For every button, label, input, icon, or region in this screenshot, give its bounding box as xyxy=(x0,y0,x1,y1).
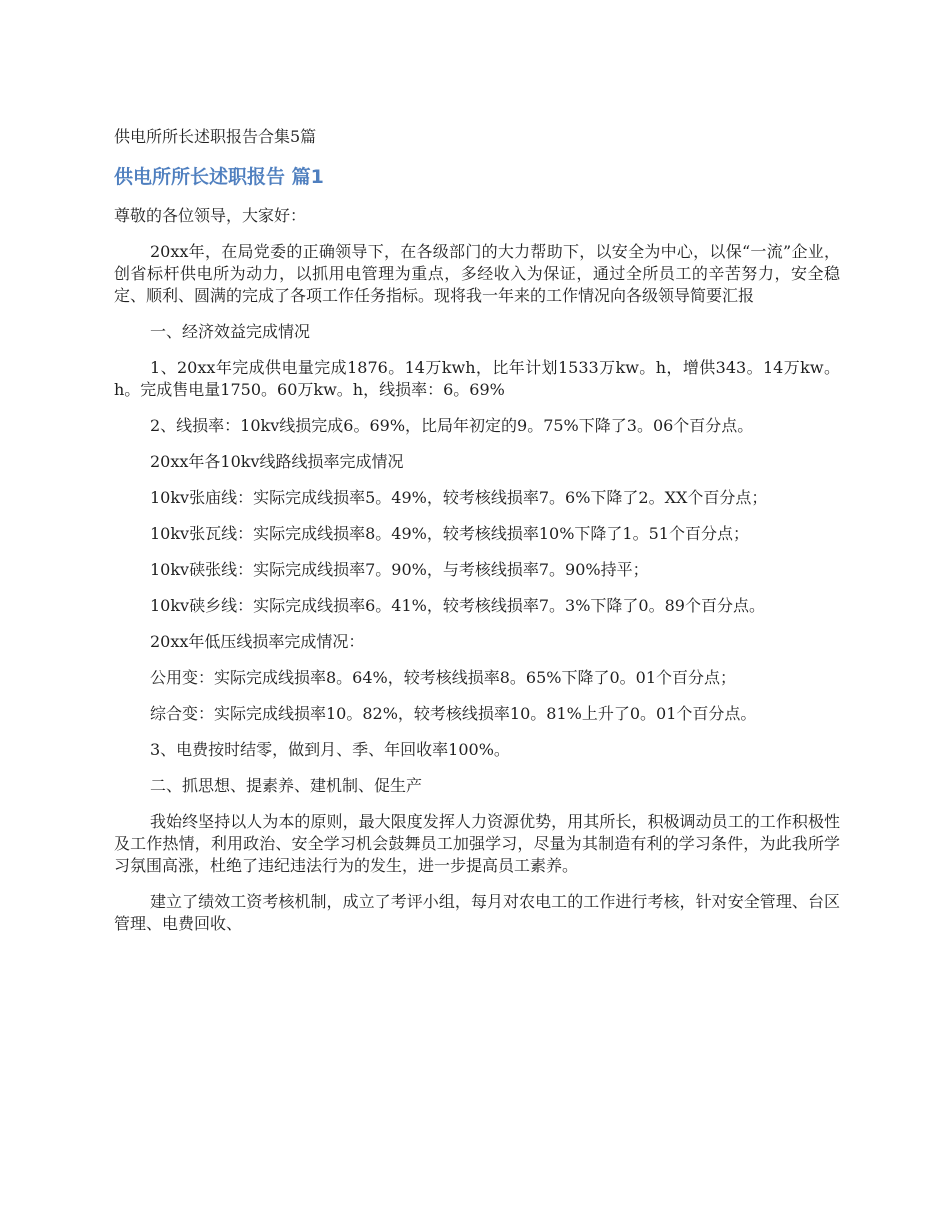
paragraph-supply: 1、20xx年完成供电量完成1876。14万kwh，比年计划1533万kw。h，增供343。14万kw。h。完成售电量1750。60万kw。h，线损率：6。69% xyxy=(114,358,840,399)
paragraph-heading-economic: 一、经济效益完成情况 xyxy=(150,322,311,341)
salutation: 尊敬的各位领导，大家好： xyxy=(114,206,307,225)
paragraph-10kv-heading: 20xx年各10kv线路线损率完成情况 xyxy=(150,452,404,471)
paragraph-integrated-transformer: 综合变：实际完成线损率10。82%，较考核线损率10。81%上升了0。01个百分点。 xyxy=(150,704,757,723)
paragraph-people-oriented: 我始终坚持以人为本的原则，最大限度发挥人力资源优势，用其所长，积极调动员工的工作积极性及工作热情，利用政治、安全学习机会鼓舞员工加强学习，尽量为其制造有利的学习条件，为此我所学习氛围高涨，杜绝了违纪违法行为的发生，进一步提高员工素养。 xyxy=(114,812,840,875)
document-body xyxy=(114,205,840,949)
paragraph-line-xiaxiang: 10kv硖乡线：实际完成线损率6。41%，较考核线损率7。3%下降了0。89个百分点。 xyxy=(150,596,765,615)
paragraph-line-zhangwa: 10kv张瓦线：实际完成线损率8。49%，较考核线损率10%下降了1。51个百分点； xyxy=(150,524,749,543)
paragraph-line-zhangmiao: 10kv张庙线：实际完成线损率5。49%，较考核线损率7。6%下降了2。XX个百分点； xyxy=(150,488,768,507)
paragraph-low-voltage-heading: 20xx年低压线损率完成情况： xyxy=(150,632,365,651)
paragraph-public-transformer: 公用变：实际完成线损率8。64%，较考核线损率8。65%下降了0。01个百分点； xyxy=(150,668,737,687)
paragraph-line-loss: 2、线损率：10kv线损完成6。69%，比局年初定的9。75%下降了3。06个百分点。 xyxy=(150,416,754,435)
paragraph-intro: 20xx年，在局党委的正确领导下，在各级部门的大力帮助下，以安全为中心，以保“一流”企业，创省标杆供电所为动力，以抓用电管理为重点，多经收入为保证，通过全所员工的辛苦努力，安全稳定、顺利、圆满的完成了各项工作任务指标。现将我一年来的工作情况向各级领导简要汇报 xyxy=(114,242,840,305)
document-title: 供电所所长述职报告合集5篇 xyxy=(114,127,317,146)
paragraph-line-xiazhang: 10kv硖张线：实际完成线损率7。90%，与考核线损率7。90%持平； xyxy=(150,560,649,579)
section-heading: 供电所所长述职报告 篇1 xyxy=(114,166,324,188)
paragraph-performance-assessment: 建立了绩效工资考核机制，成立了考评小组，每月对农电工的工作进行考核，针对安全管理、台区管理、电费回收、 xyxy=(114,892,840,933)
paragraph-fee-collection: 3、电费按时结零，做到月、季、年回收率100%。 xyxy=(150,740,510,759)
paragraph-heading-thought: 二、抓思想、提素养、建机制、促生产 xyxy=(150,776,423,795)
